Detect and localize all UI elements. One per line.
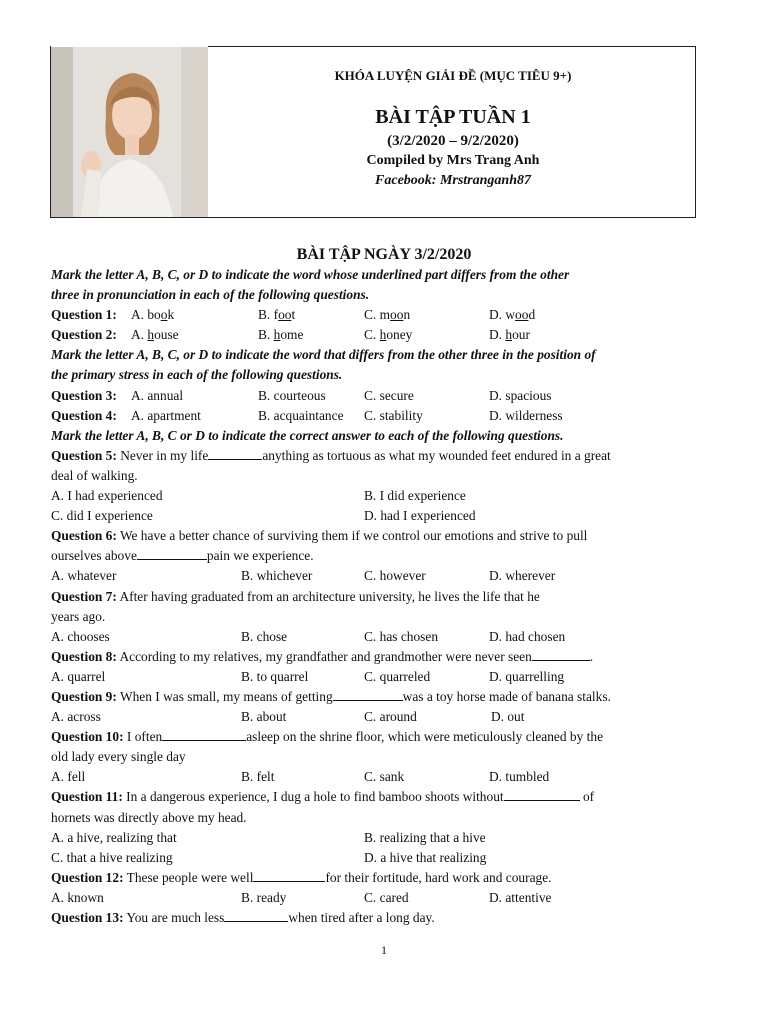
question-10-stem: Question 10: I often asleep on the shrine floor, which were meticulously cleaned by the (51, 729, 604, 745)
option-c: C. stability (364, 407, 423, 423)
compiled-by: Compiled by Mrs Trang Anh (366, 153, 540, 168)
answer-blank (162, 728, 246, 741)
header-top-border (208, 46, 696, 47)
option-a: A. apartment (131, 407, 201, 423)
question-12-options (51, 888, 701, 908)
question-6-stem: Question 6: We have a better chance of surviving them if we control our emotions and strive to pull (51, 528, 588, 544)
question-6-stem-cont: ourselves above pain we experience. (51, 548, 314, 564)
option-a: A. quarrel (51, 668, 106, 684)
option-d: D. out (491, 709, 525, 725)
option-b: B. home (258, 327, 304, 343)
option-b: B. about (241, 709, 287, 725)
question-label: Question 4: (51, 407, 117, 423)
question-label: Question 1: (51, 307, 117, 323)
option-d: D. wherever (489, 568, 556, 584)
question-label: Question 10: (51, 729, 124, 745)
option-c: C. around (364, 709, 417, 725)
question-label: Question 8: (51, 648, 117, 664)
question-11-options-cont (51, 848, 701, 868)
option-a: A. across (51, 709, 101, 725)
option-c: C. honey (364, 327, 413, 343)
question-11-stem-cont: hornets was directly above my head. (51, 809, 247, 825)
question-11-stem: Question 11: In a dangerous experience, I dug a hole to find bamboo shoots without of (51, 789, 595, 805)
question-label: Question 6: (51, 528, 117, 544)
option-b: B. courteous (258, 387, 326, 403)
author-photo (51, 47, 208, 217)
option-a: A. chooses (51, 628, 110, 644)
question-9-options (51, 707, 701, 727)
question-10-options (51, 767, 701, 787)
option-d: D. had I experienced (364, 508, 476, 524)
option-a: A. I had experienced (51, 488, 163, 504)
option-c: C. sank (364, 769, 405, 785)
instruction-correct-answer: Mark the letter A, B, C or D to indicate the correct answer to each of the following questions. (51, 427, 564, 443)
question-5-stem: Question 5: Never in my life anything as tortuous as what my wounded feet endured in a great (51, 447, 611, 463)
option-d: D. had chosen (489, 628, 566, 644)
question-8-stem: Question 8: According to my relatives, my grandfather and grandmother were never seen . (51, 648, 594, 664)
option-c: C. however (364, 568, 426, 584)
week-dates: (3/2/2020 – 9/2/2020) (387, 133, 519, 149)
option-b: B. felt (241, 769, 275, 785)
option-d: D. spacious (489, 387, 552, 403)
question-7-stem: Question 7: After having graduated from an architecture university, he lives the life that he (51, 588, 540, 604)
question-8-options (51, 667, 701, 687)
option-c: C. secure (364, 387, 414, 403)
question-7-stem-cont: years ago. (51, 608, 106, 624)
option-a: A. whatever (51, 568, 117, 584)
question-13-stem: Question 13: You are much less when tired after a long day. (51, 910, 435, 925)
option-b: B. foot (258, 307, 296, 323)
answer-blank (224, 909, 288, 922)
question-2 (51, 325, 701, 345)
question-11-options (51, 828, 701, 848)
question-label: Question 7: (51, 588, 117, 604)
option-a: A. known (51, 889, 104, 905)
option-a: A. house (131, 327, 179, 343)
option-a: A. annual (131, 387, 184, 403)
question-12-stem: Question 12: These people were well for their fortitude, hard work and courage. (51, 869, 552, 885)
option-c: C. that a hive realizing (51, 849, 173, 865)
option-b: B. I did experience (364, 488, 466, 504)
option-d: D. tumbled (489, 769, 550, 785)
option-d: D. attentive (489, 889, 552, 905)
question-label: Question 2: (51, 327, 117, 343)
question-4 (51, 406, 701, 426)
option-d: D. wood (489, 307, 536, 323)
question-7-options (51, 627, 701, 647)
course-title: KHÓA LUYỆN GIẢI ĐỀ (MỤC TIÊU 9+) (334, 68, 572, 83)
instruction-pronunciation: Mark the letter A, B, C, or D to indicate the word whose underlined part differs from the other (51, 267, 570, 282)
answer-blank (504, 788, 580, 801)
option-c: C. cared (364, 889, 409, 905)
option-c: C. quarreled (364, 668, 431, 684)
question-label: Question 9: (51, 688, 117, 704)
question-3 (51, 386, 701, 406)
instruction-stress-cont: the primary stress in each of the following questions. (51, 367, 343, 383)
answer-blank (253, 869, 325, 882)
option-c: C. did I experience (51, 508, 153, 524)
question-5-stem-cont: deal of walking. (51, 467, 138, 483)
option-c: C. moon (364, 307, 411, 323)
option-b: B. chose (241, 628, 288, 644)
answer-blank (208, 447, 262, 460)
question-6-options (51, 566, 701, 586)
option-b: B. to quarrel (241, 668, 309, 684)
option-a: A. a hive, realizing that (51, 829, 177, 845)
instruction-stress: Mark the letter A, B, C, or D to indicate the word that differs from the other three in the position of (51, 347, 596, 363)
facebook-handle: Facebook: Mrstranganh87 (375, 173, 531, 188)
question-label: Question 13: (51, 910, 124, 925)
question-label: Question 5: (51, 447, 117, 463)
answer-blank (137, 547, 207, 560)
question-10-stem-cont: old lady every single day (51, 749, 186, 765)
day-title: BÀI TẬP NGÀY 3/2/2020 (296, 246, 472, 263)
option-b: B. ready (241, 889, 287, 905)
week-title: BÀI TẬP TUẦN 1 (375, 106, 531, 128)
option-c: C. has chosen (364, 628, 439, 644)
option-b: B. realizing that a hive (364, 829, 486, 845)
question-sheet (51, 265, 701, 928)
page-number: 1 (381, 943, 387, 957)
question-5-options (51, 486, 701, 506)
option-d: D. quarrelling (489, 668, 565, 684)
option-a: A. fell (51, 769, 86, 785)
option-b: B. acquaintance (258, 407, 344, 423)
option-a: A. book (131, 307, 175, 323)
answer-blank (532, 648, 590, 661)
option-d: D. wilderness (489, 407, 563, 423)
question-5-options-cont (51, 506, 701, 526)
option-d: D. hour (489, 327, 530, 343)
answer-blank (333, 688, 403, 701)
question-1 (51, 305, 701, 325)
option-b: B. whichever (241, 568, 313, 584)
question-label: Question 12: (51, 869, 124, 885)
option-d: D. a hive that realizing (364, 849, 487, 865)
question-label: Question 3: (51, 387, 117, 403)
question-label: Question 11: (51, 789, 123, 805)
instruction-pronunciation-cont: three in pronunciation in each of the following questions. (51, 287, 370, 303)
question-9-stem: Question 9: When I was small, my means of getting was a toy horse made of banana stalks. (51, 688, 611, 704)
